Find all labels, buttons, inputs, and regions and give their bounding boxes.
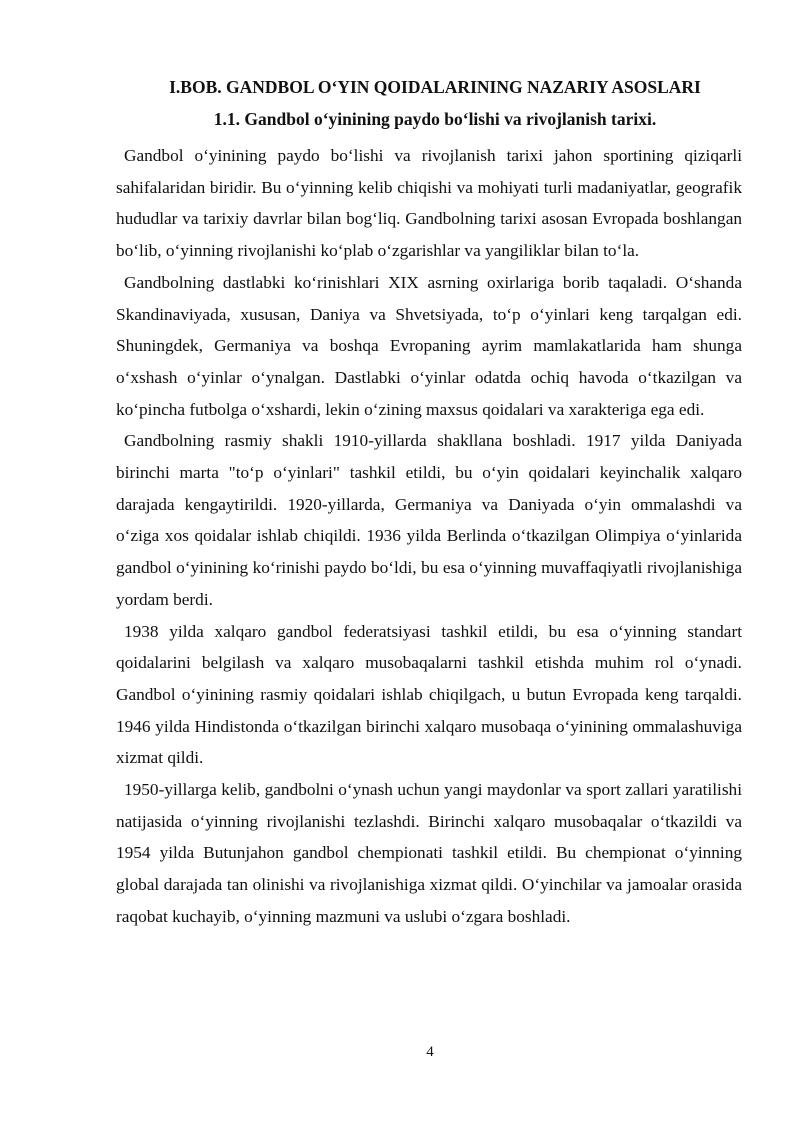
paragraph: 1950-yillarga kelib, gandbolni o‘ynash uchun yangi maydonlar va sport zallari yaratilishi natijasida o‘yinning rivojlanishi tezlashdi. Birinchi xalqaro musobaqalar o‘tkazildi va 1954 yilda Butunjahon gandbol chempionati tashkil etildi. Bu chempionat o‘yinning global darajada tan olinishi va rivojlanishiga xizmat qildi. O‘yinchilar va jamoalar orasida raqobat kuchayib, o‘yinning mazmuni va uslubi o‘zgara boshladi. — [116, 780, 742, 926]
chapter-title: I.BOB. GANDBOL O‘YIN QOIDALARINING NAZARIY ASOSLARI — [169, 77, 701, 97]
paragraph: Gandbol o‘yinining paydo bo‘lishi va rivojlanish tarixi jahon sportining qiziqarli sahifalaridan biridir. Bu o‘yinning kelib chiqishi va mohiyati turli madaniyatlar, geografik hududlar va tarixiy davrlar bilan bog‘liq. Gandbolning tarixi asosan Evropada boshlangan bo‘lib, o‘yinning rivojlanishi ko‘plab o‘zgarishlar va yangiliklar bilan to‘la. — [116, 146, 742, 261]
body-text — [116, 140, 742, 933]
paragraph: Gandbolning dastlabki ko‘rinishlari XIX asrning oxirlariga borib taqaladi. O‘shanda Skandinaviyada, xususan, Daniya va Shvetsiyada, to‘p o‘yinlari keng tarqalgan edi. Shuningdek, Germaniya va boshqa Evropaning ayrim mamlakatlarida ham shunga o‘xshash o‘yinlar o‘ynalgan. Dastlabki o‘yinlar odatda ochiq havoda o‘tkazilgan va ko‘pincha futbolga o‘xshardi, lekin o‘zining maxsus qoidalari va xarakteriga ega edi. — [116, 272, 742, 419]
page-number: 4 — [426, 1044, 434, 1060]
paragraph: 1938 yilda xalqaro gandbol federatsiyasi tashkil etildi, bu esa o‘yinning standart qoidalarini belgilash va xalqaro musobaqalarni tashkil etishda muhim rol o‘ynadi. Gandbol o‘yinining rasmiy qoidalari ishlab chiqilgach, u butun Evropada keng tarqaldi. 1946 yilda Hindistonda o‘tkazilgan birinchi xalqaro musobaqa o‘yinining ommalashuviga xizmat qildi. — [116, 621, 742, 768]
paragraph: Gandbolning rasmiy shakli 1910-yillarda shakllana boshladi. 1917 yilda Daniyada birinchi marta "to‘p o‘yinlari" tashkil etildi, bu o‘yin qoidalari keyinchalik xalqaro darajada kengaytirildi. 1920-yillarda, Germaniya va Daniyada o‘yin ommalashdi va o‘ziga xos qoidalar ishlab chiqildi. 1936 yilda Berlinda o‘tkazilgan Olimpiya o‘yinlarida gandbol o‘yinining ko‘rinishi paydo bo‘ldi, bu esa o‘yinning muvaffaqiyatli rivojlanishiga yordam berdi. — [116, 431, 742, 609]
section-title: 1.1. Gandbol o‘yinining paydo bo‘lishi va rivojlanish tarixi. — [213, 109, 657, 129]
